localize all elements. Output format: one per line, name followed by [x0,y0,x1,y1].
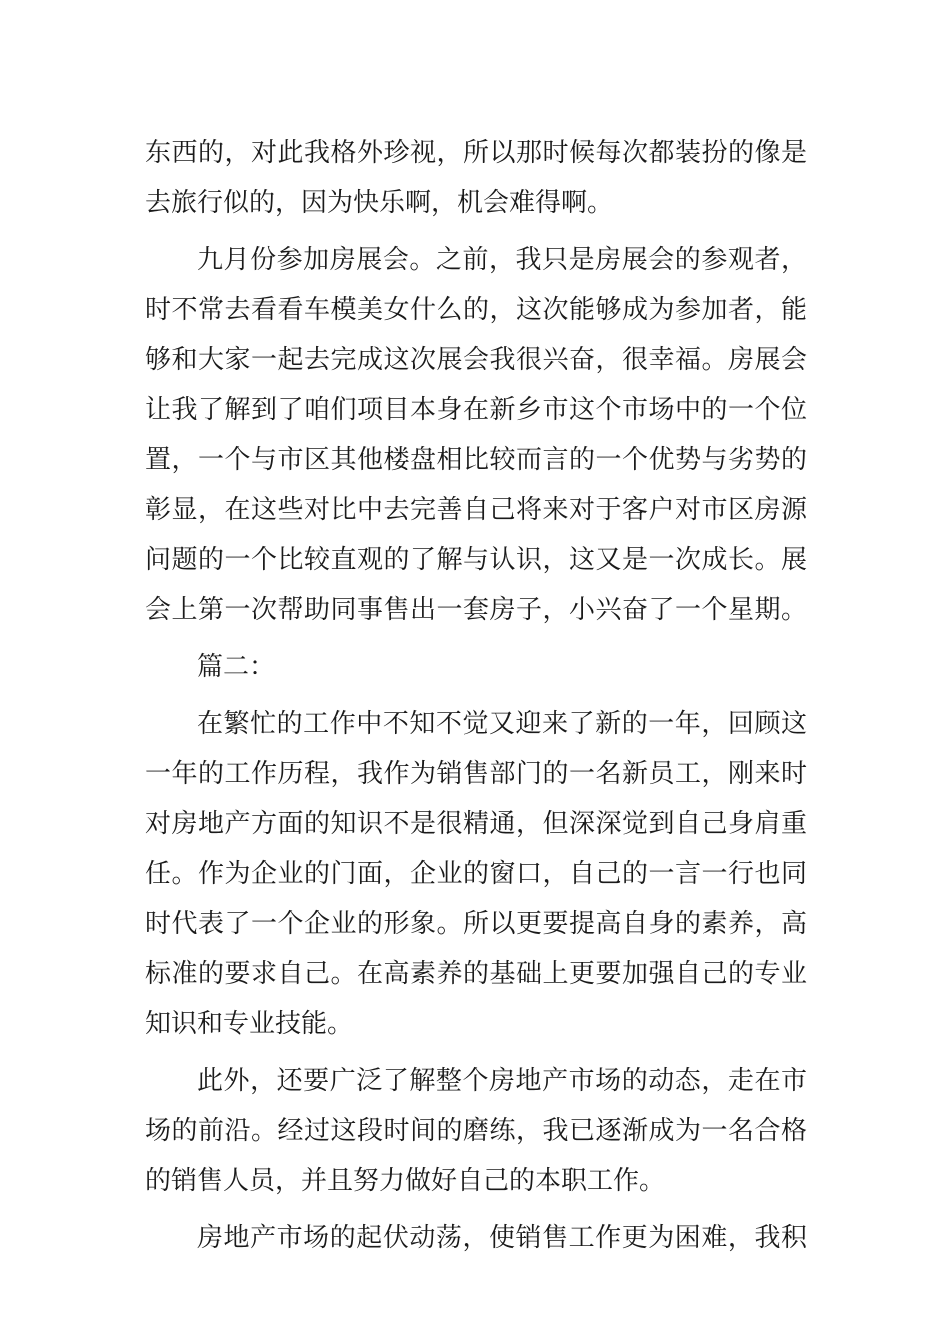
text-line: 问题的一个比较直观的了解与认识，这又是一次成长。展 [145,545,807,575]
text-line: 置，一个与市区其他楼盘相比较而言的一个优势与劣势的 [145,445,807,475]
text-line: 房地产市场的起伏动荡，使销售工作更为困难，我积 [197,1223,807,1253]
text-line: 时代表了一个企业的形象。所以更要提高自身的素养，高 [145,909,807,939]
text-line: 会上第一次帮助同事售出一套房子，小兴奋了一个星期。 [145,595,807,625]
text-line: 东西的，对此我格外珍视，所以那时候每次都装扮的像是 [145,138,807,168]
text-line: 标准的要求自己。在高素养的基础上更要加强自己的专业 [145,959,807,989]
text-line: 彰显，在这些对比中去完善自己将来对于客户对市区房源 [145,495,807,525]
text-line: 九月份参加房展会。之前，我只是房展会的参观者， [197,245,807,275]
text-line: 够和大家一起去完成这次展会我很兴奋，很幸福。房展会 [145,345,807,375]
text-line: 去旅行似的，因为快乐啊，机会难得啊。 [145,188,614,218]
text-line: 时不常去看看车模美女什么的，这次能够成为参加者，能 [145,295,807,325]
text-line: 让我了解到了咱们项目本身在新乡市这个市场中的一个位 [145,395,807,425]
text-line: 场的前沿。经过这段时间的磨练，我已逐渐成为一名合格 [145,1116,807,1146]
text-line: 在繁忙的工作中不知不觉又迎来了新的一年，回顾这 [197,709,807,739]
text-line: 知识和专业技能。 [145,1009,354,1039]
text-line: 对房地产方面的知识不是很精通，但深深觉到自己身肩重 [145,809,807,839]
body-text [145,128,807,1263]
text-line: 任。作为企业的门面，企业的窗口，自己的一言一行也同 [145,859,807,889]
text-line: 此外，还要广泛了解整个房地产市场的动态，走在市 [197,1066,807,1096]
text-line: 篇二： [197,652,276,682]
text-line: 的销售人员，并且努力做好自己的本职工作。 [145,1166,666,1196]
text-line: 一年的工作历程，我作为销售部门的一名新员工，刚来时 [145,759,807,789]
